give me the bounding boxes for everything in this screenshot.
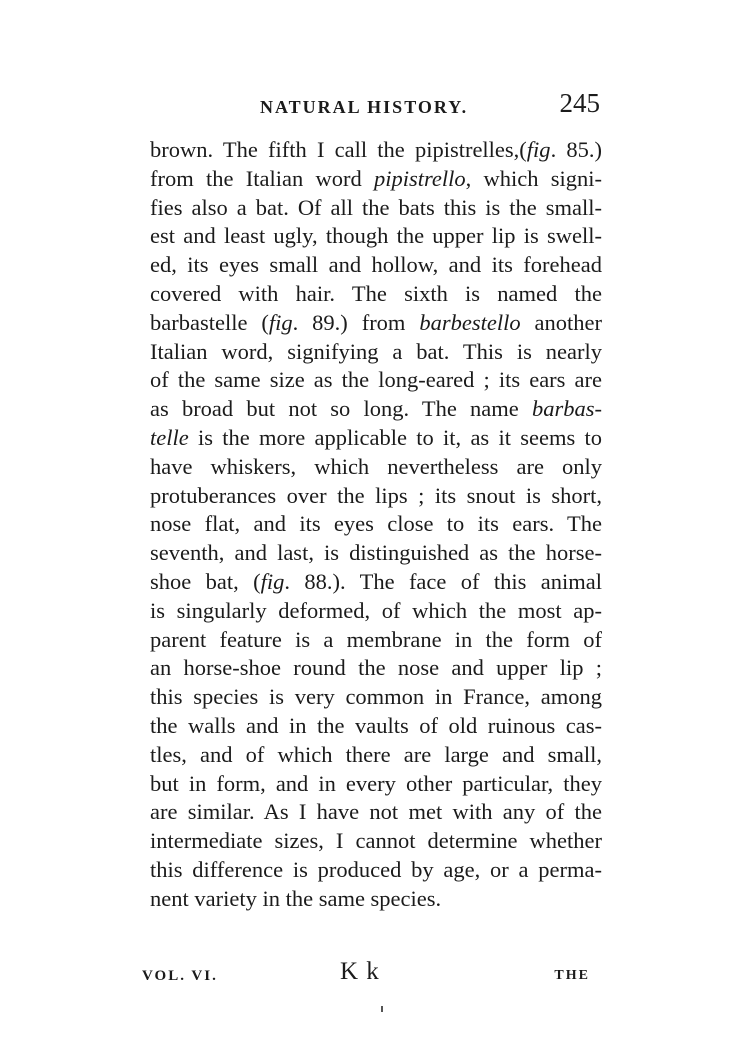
text-segment: fies also a bat. Of all the bats this is the small-	[150, 194, 602, 220]
text-line	[150, 539, 602, 568]
text-line	[150, 856, 602, 885]
text-segment: an horse-shoe round the nose and upper lip ;	[150, 655, 602, 681]
italic-text: barbestello	[419, 309, 521, 335]
page-footer	[142, 958, 598, 992]
text-line	[150, 683, 602, 712]
text-segment: seventh, and last, is distinguished as the horse-	[150, 540, 602, 566]
running-title: NATURAL HISTORY.	[260, 97, 469, 117]
text-line	[150, 654, 602, 683]
text-segment: tles, and of which there are large and small,	[150, 741, 602, 767]
text-segment: Italian word, signifying a bat. This is nearly	[150, 338, 602, 364]
text-segment: , which signi-	[465, 165, 602, 191]
italic-text: fig	[268, 309, 293, 335]
italic-text: pipistrello	[373, 165, 466, 191]
text-line	[150, 597, 602, 626]
text-segment: this difference is produced by age, or a perma-	[150, 856, 602, 882]
text-line	[150, 827, 602, 856]
text-line	[150, 424, 602, 453]
text-line	[150, 165, 602, 194]
text-segment: parent feature is a membrane in the form of	[150, 626, 602, 652]
text-segment: ed, its eyes small and hollow, and its forehead	[150, 252, 602, 278]
catchword: THE	[554, 968, 590, 983]
italic-text: fig	[260, 568, 285, 594]
text-line	[150, 568, 602, 597]
text-segment: have whiskers, which nevertheless are only	[150, 453, 602, 479]
text-line	[150, 194, 602, 223]
italic-text: fig	[526, 137, 551, 162]
text-line	[150, 338, 602, 367]
text-line	[150, 770, 602, 799]
text-segment: est and least ugly, though the upper lip is swell-	[150, 223, 602, 249]
text-segment: another	[520, 309, 602, 335]
italic-text: telle	[150, 424, 189, 450]
text-line	[150, 798, 602, 827]
text-segment: . 88.). The face of this animal	[284, 568, 602, 594]
text-segment: intermediate sizes, I cannot determine whether	[150, 828, 602, 854]
text-segment: is the more applicable to it, as it seems to	[188, 424, 602, 450]
text-segment: nose flat, and its eyes close to its ears. The	[150, 511, 602, 537]
text-segment: the walls and in the vaults of old ruinous cas-	[150, 712, 602, 738]
page-blemish	[381, 1006, 383, 1012]
text-segment: protuberances over the lips ; its snout is short,	[150, 482, 602, 508]
text-line	[150, 136, 602, 165]
text-segment: nent variety in the same species.	[150, 885, 442, 911]
text-line	[150, 712, 602, 741]
running-head	[150, 88, 610, 124]
body-text	[150, 136, 602, 914]
text-segment: brown. The fifth I call the pipistrelles,(	[150, 137, 527, 162]
text-line	[150, 222, 602, 251]
text-segment: . 85.)	[550, 137, 602, 162]
text-line	[150, 453, 602, 482]
text-line	[150, 395, 602, 424]
gathering-mark: K k	[340, 958, 380, 985]
text-segment: . 89.) from	[292, 309, 420, 335]
text-line	[150, 366, 602, 395]
text-segment: but in form, and in every other particular, they	[150, 770, 602, 796]
text-line	[150, 309, 602, 338]
volume-signature: VOL. VI.	[142, 968, 218, 984]
text-line	[150, 626, 602, 655]
italic-text: barbas-	[531, 396, 602, 422]
text-segment: are similar. As I have not met with any of the	[150, 799, 602, 825]
text-line	[150, 885, 602, 914]
text-segment: this species is very common in France, among	[150, 684, 602, 710]
text-line	[150, 280, 602, 309]
text-segment: shoe bat, (	[150, 568, 261, 594]
text-line	[150, 482, 602, 511]
page-number: 245	[559, 88, 600, 118]
text-segment: from the Italian word	[150, 165, 374, 191]
text-segment: as broad but not so long. The name	[150, 396, 532, 422]
text-segment: barbastelle (	[150, 309, 269, 335]
text-line	[150, 741, 602, 770]
text-segment: of the same size as the long-eared ; its ears are	[150, 367, 602, 393]
text-line	[150, 510, 602, 539]
text-line	[150, 251, 602, 280]
text-segment: is singularly deformed, of which the most ap-	[150, 597, 602, 623]
text-segment: covered with hair. The sixth is named the	[150, 280, 602, 306]
